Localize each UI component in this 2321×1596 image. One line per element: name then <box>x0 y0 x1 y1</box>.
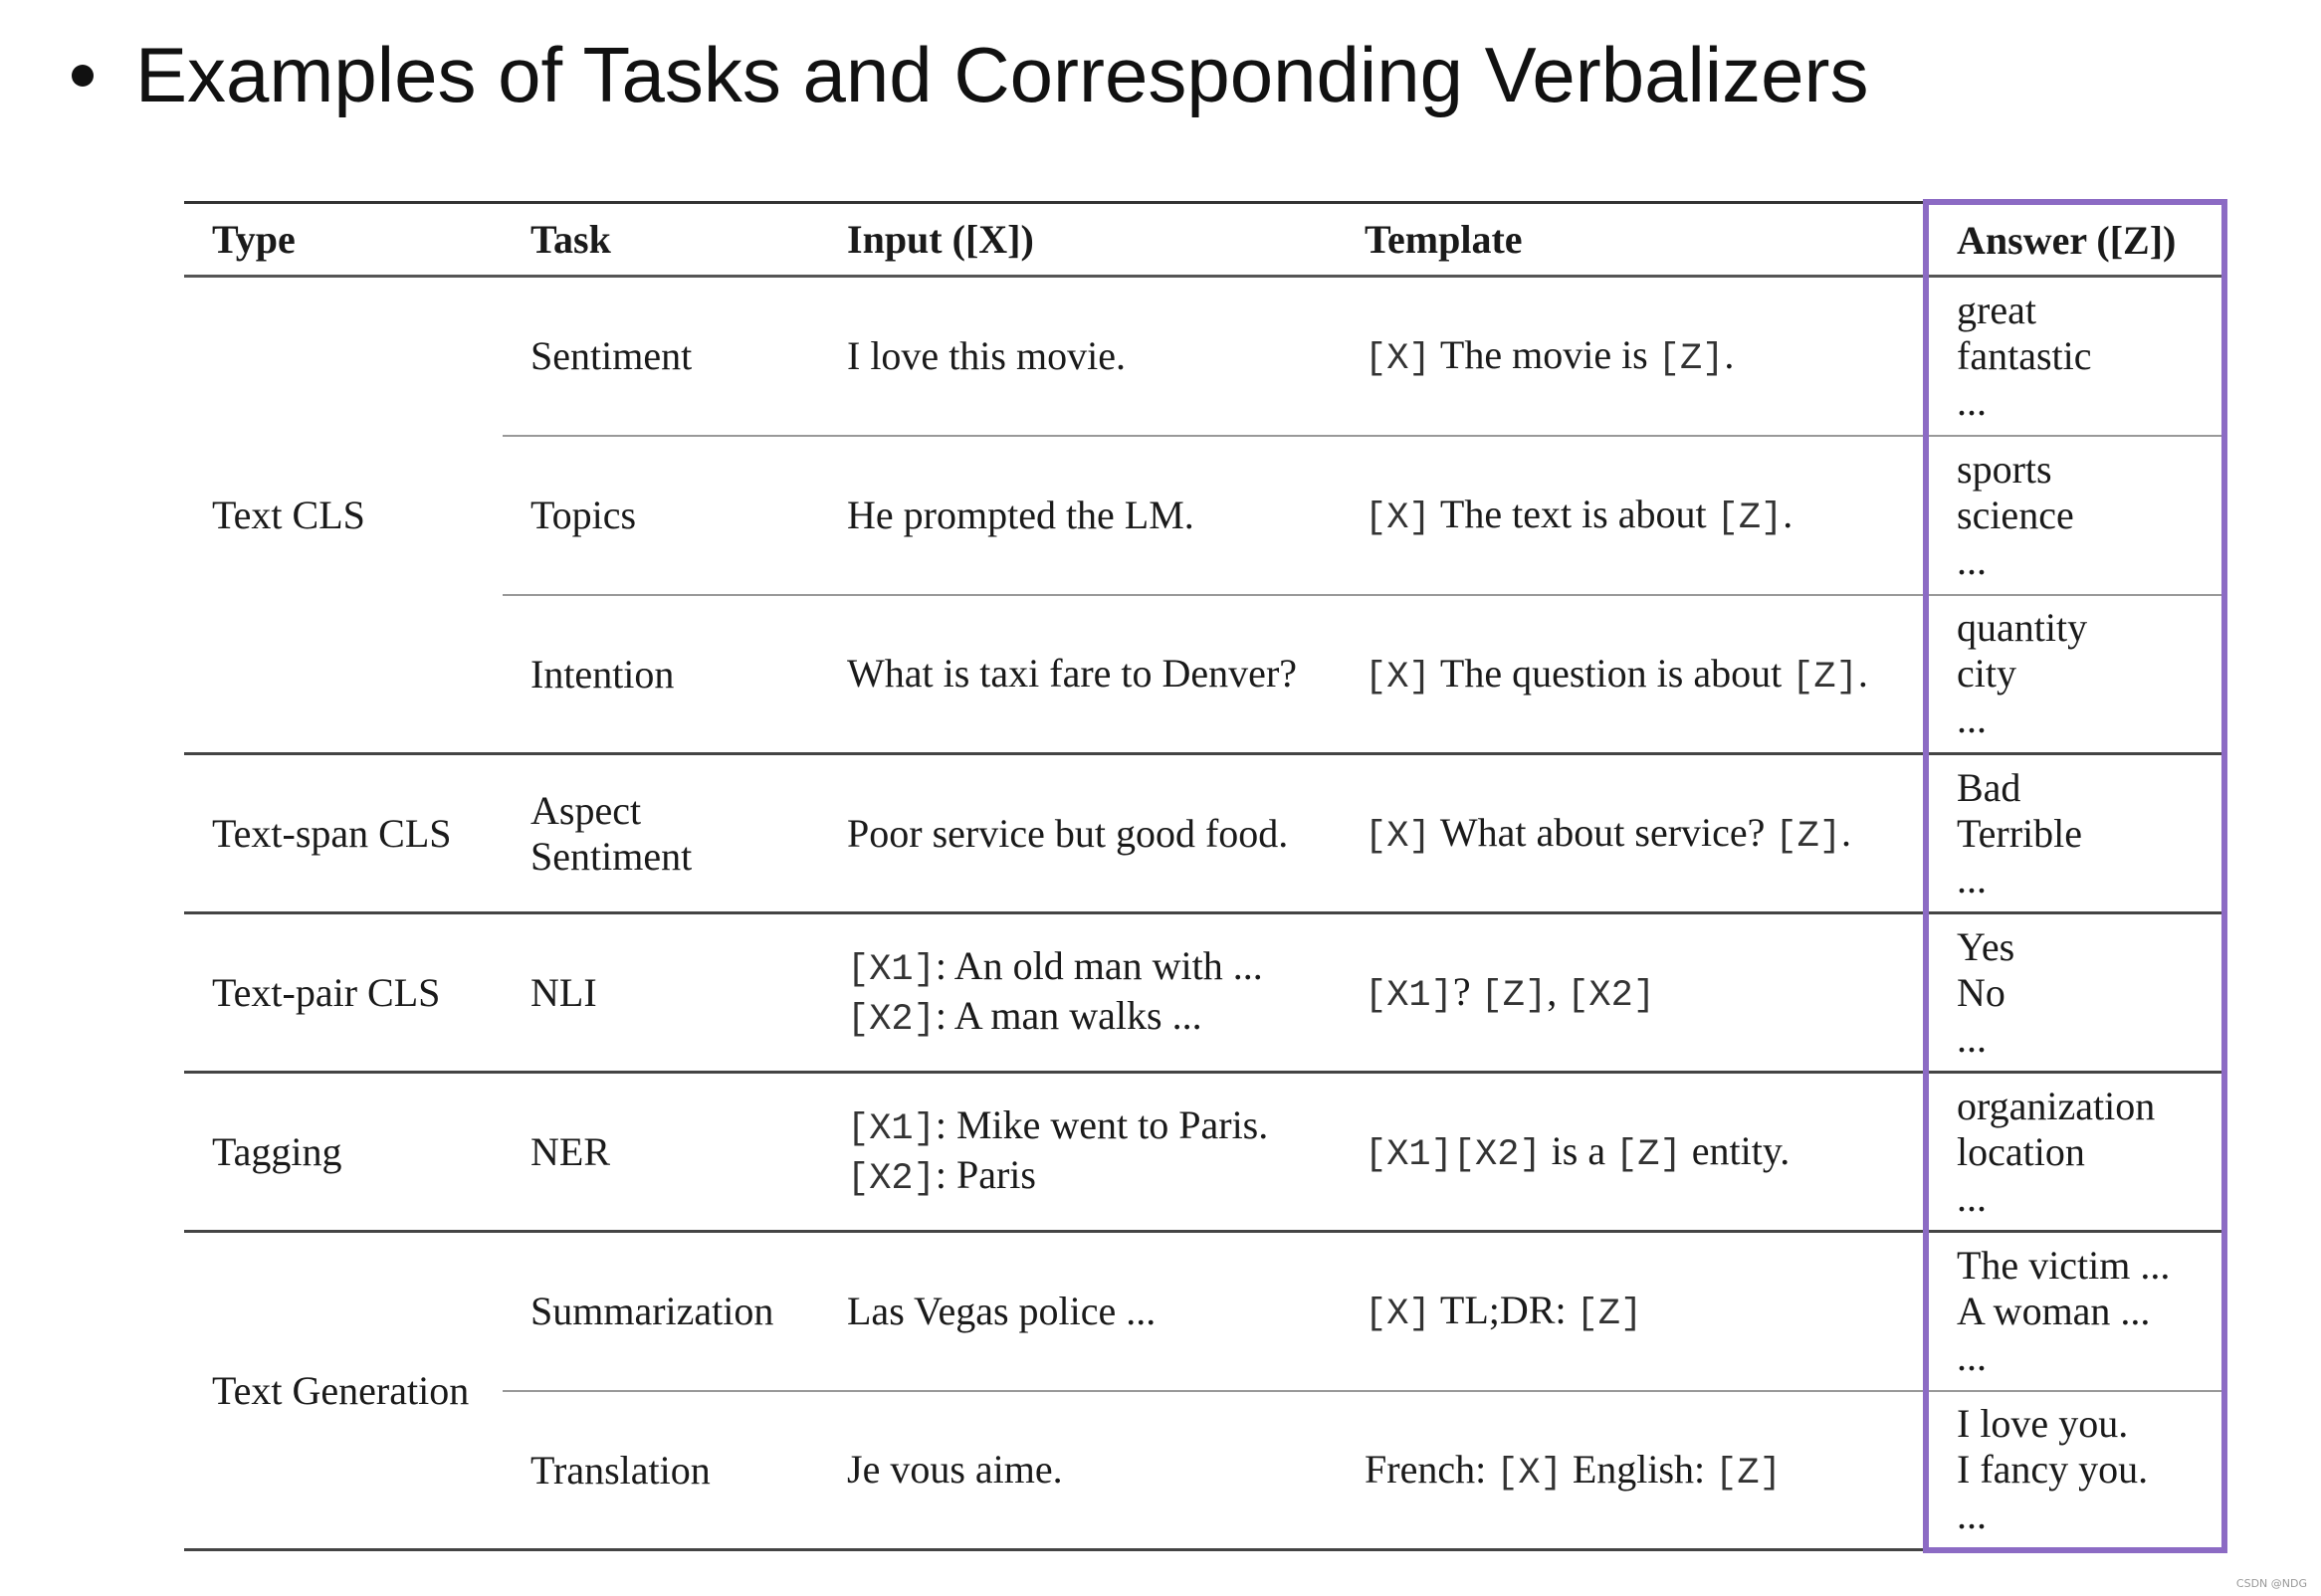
table-row <box>184 754 2224 913</box>
cell-answer: I love you. I fancy you. ... <box>1926 1391 2224 1550</box>
cell-answer: Yes No ... <box>1926 913 2224 1073</box>
cell-answer: The victim ... A woman ... ... <box>1926 1232 2224 1391</box>
cell-answer: organization location ... <box>1926 1073 2224 1232</box>
cell-template: [X] TL;DR: [Z] <box>1337 1232 1926 1391</box>
cell-input: I love this movie. <box>819 277 1337 436</box>
header-answer: Answer ([Z]) <box>1926 202 2224 277</box>
header-template: Template <box>1337 202 1926 277</box>
table-row <box>184 913 2224 1073</box>
cell-task: NER <box>503 1073 819 1232</box>
cell-answer: Bad Terrible ... <box>1926 754 2224 913</box>
cell-input: [X1]: An old man with ... [X2]: A man walks ... <box>819 913 1337 1073</box>
table-row <box>184 1232 2224 1391</box>
cell-task: Intention <box>503 595 819 754</box>
cell-template: [X1]? [Z], [X2] <box>1337 913 1926 1073</box>
header-type: Type <box>184 202 503 277</box>
cell-input: Je vous aime. <box>819 1391 1337 1550</box>
cell-input: He prompted the LM. <box>819 436 1337 595</box>
cell-input: What is taxi fare to Denver? <box>819 595 1337 754</box>
table-row <box>184 1073 2224 1232</box>
title-text: Examples of Tasks and Corresponding Verbalizers <box>135 31 1869 118</box>
cell-template: [X] The movie is [Z]. <box>1337 277 1926 436</box>
cell-template: [X] The question is about [Z]. <box>1337 595 1926 754</box>
table-body <box>184 277 2224 1550</box>
cell-template: [X1][X2] is a [Z] entity. <box>1337 1073 1926 1232</box>
header-input: Input ([X]) <box>819 202 1337 277</box>
slide-title <box>72 30 1868 120</box>
cell-task: Topics <box>503 436 819 595</box>
cell-template: [X] What about service? [Z]. <box>1337 754 1926 913</box>
cell-answer: sports science ... <box>1926 436 2224 595</box>
cell-template: French: [X] English: [Z] <box>1337 1391 1926 1550</box>
cell-task: Sentiment <box>503 277 819 436</box>
table-header-row <box>184 202 2224 277</box>
bullet-icon <box>72 65 94 87</box>
cell-input: Las Vegas police ... <box>819 1232 1337 1391</box>
cell-answer: quantity city ... <box>1926 595 2224 754</box>
cell-task: NLI <box>503 913 819 1073</box>
cell-task: Translation <box>503 1391 819 1550</box>
cell-input: [X1]: Mike went to Paris. [X2]: Paris <box>819 1073 1337 1232</box>
verbalizer-table <box>184 199 2227 1553</box>
cell-task: Summarization <box>503 1232 819 1391</box>
cell-type: Tagging <box>184 1073 503 1232</box>
table-row <box>184 277 2224 436</box>
cell-type: Text Generation <box>184 1232 503 1550</box>
cell-task: Aspect Sentiment <box>503 754 819 913</box>
cell-type: Text CLS <box>184 277 503 754</box>
cell-answer: great fantastic ... <box>1926 277 2224 436</box>
cell-type: Text-span CLS <box>184 754 503 913</box>
watermark: CSDN @NDG <box>2235 1577 2307 1590</box>
cell-template: [X] The text is about [Z]. <box>1337 436 1926 595</box>
cell-input: Poor service but good food. <box>819 754 1337 913</box>
header-task: Task <box>503 202 819 277</box>
cell-type: Text-pair CLS <box>184 913 503 1073</box>
